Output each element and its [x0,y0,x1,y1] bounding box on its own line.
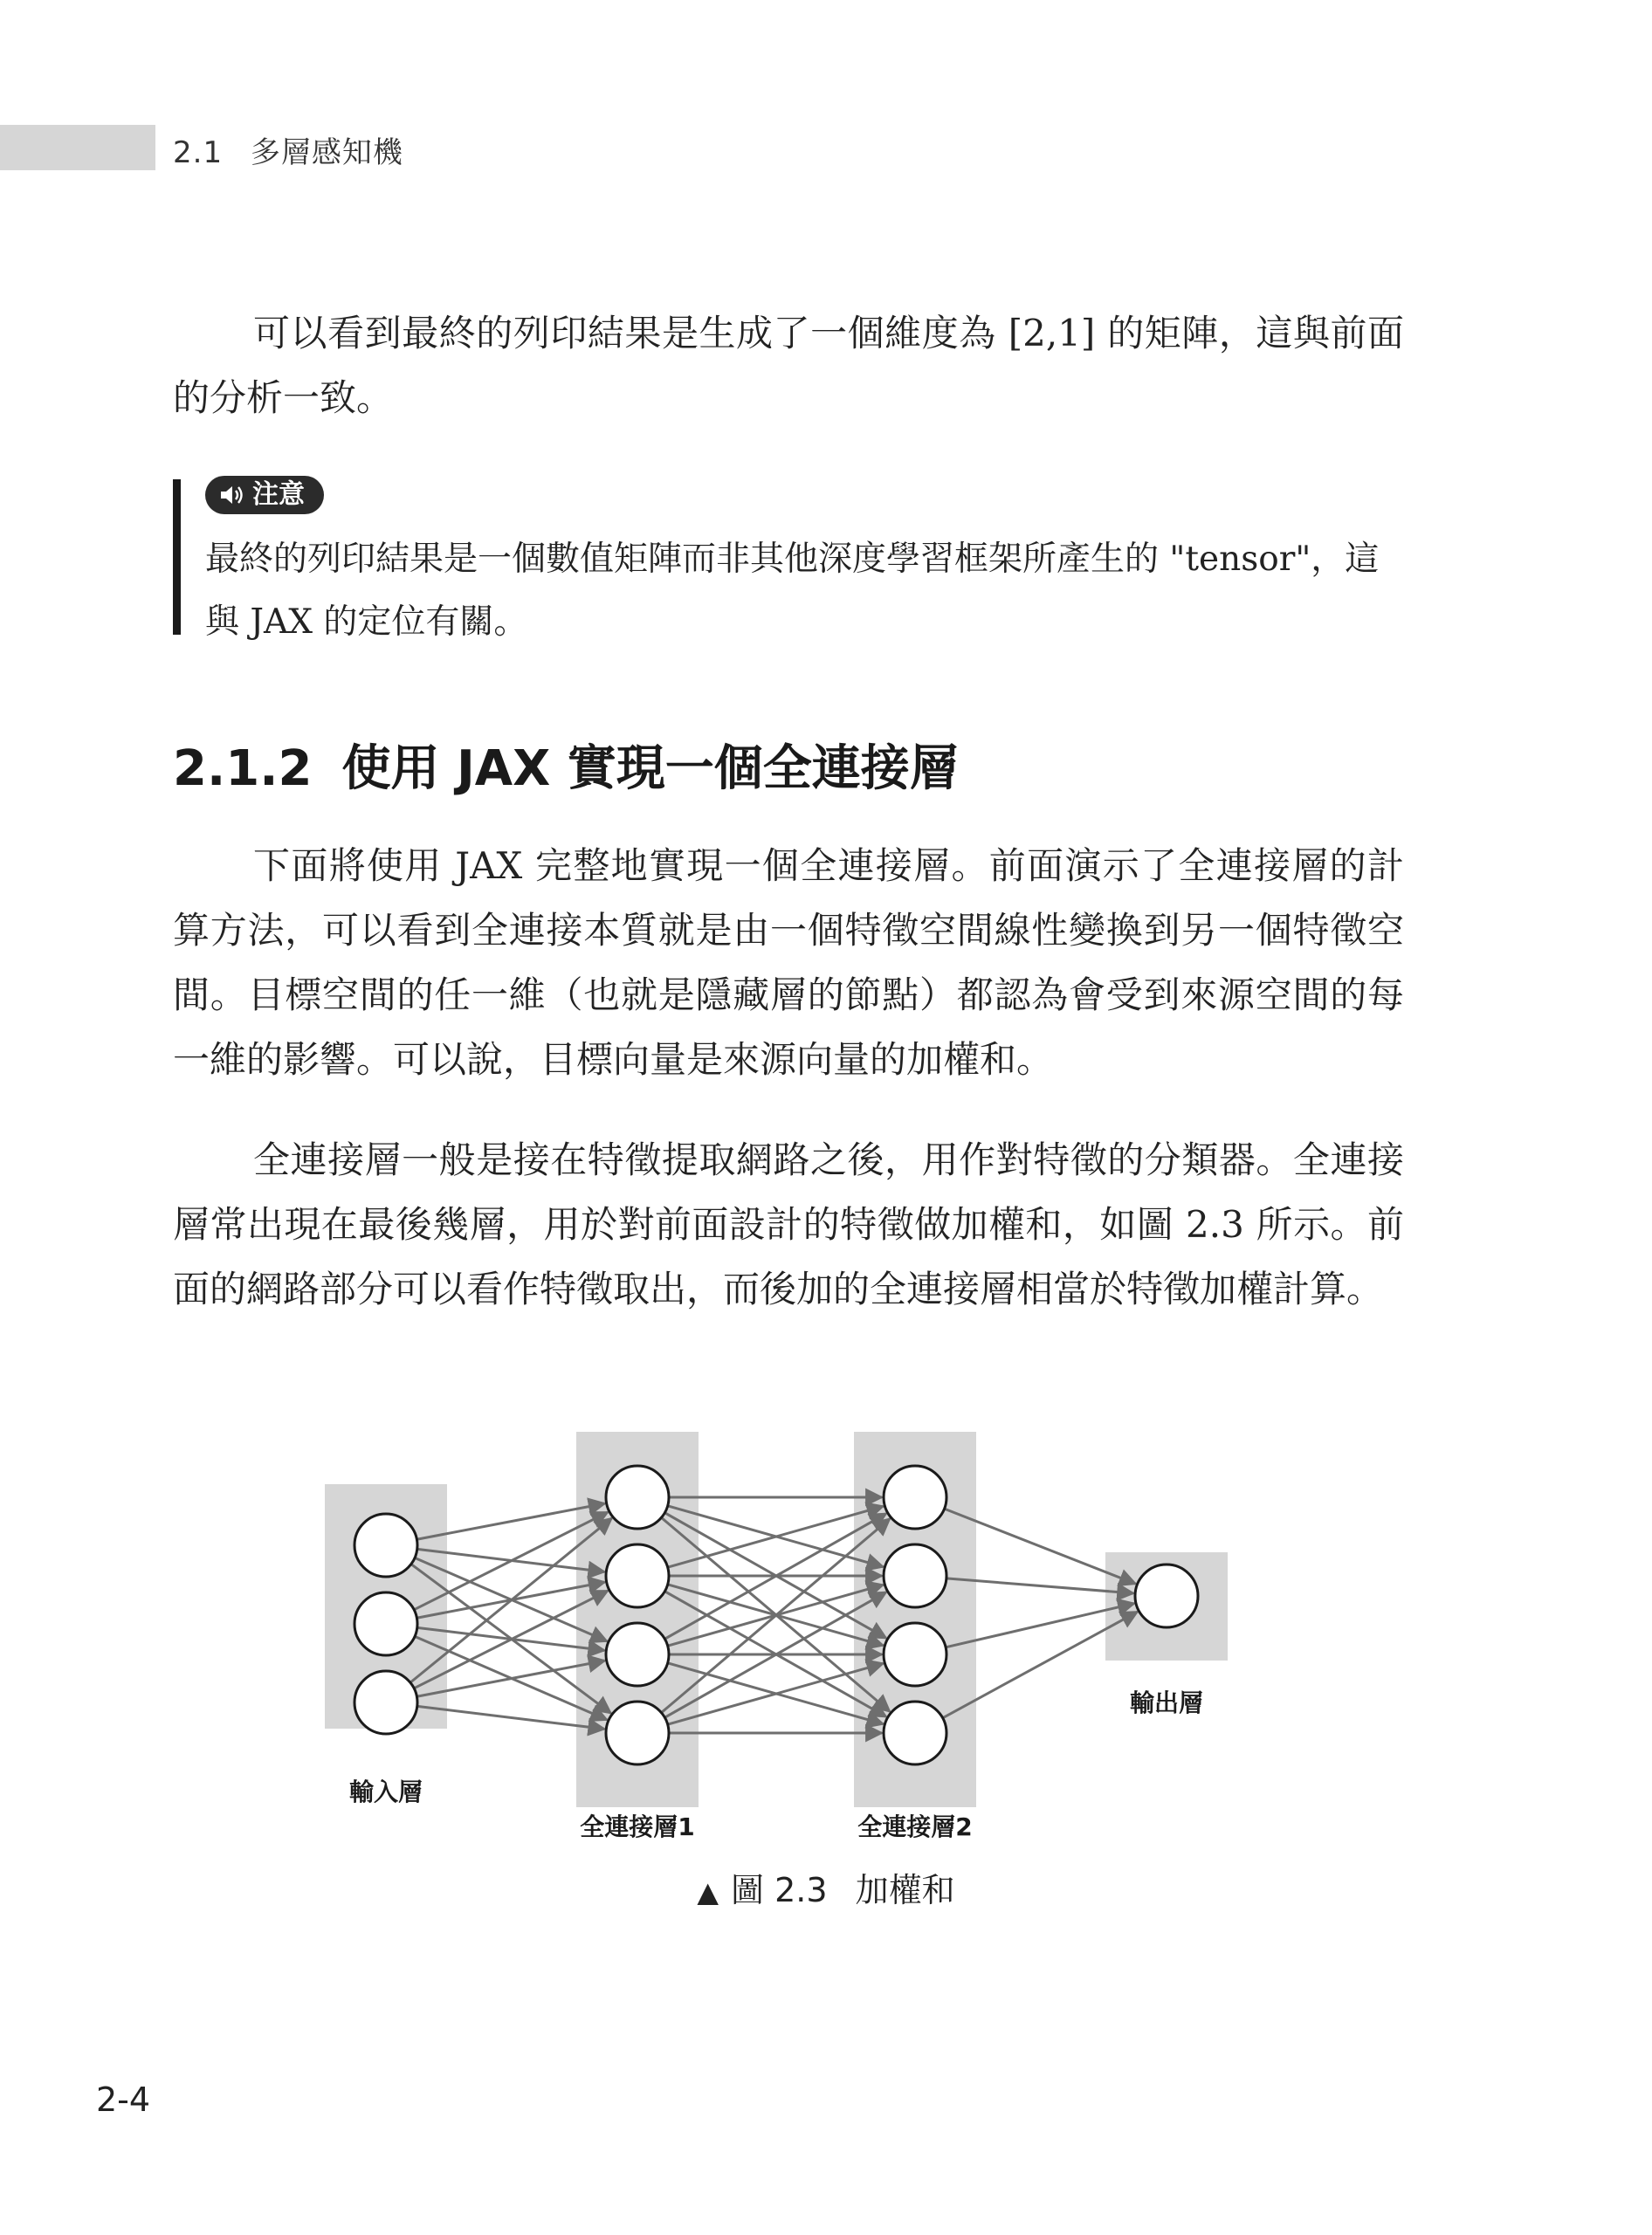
neuron-node [884,1544,946,1607]
page-number: 2-4 [96,2080,151,2119]
section-title: 使用 JAX 實現一個全連接層 [341,740,959,797]
layer-label: 全連接層2 [857,1812,973,1841]
neuron-node [884,1702,946,1764]
neuron-node [606,1544,669,1607]
section-heading [173,730,959,800]
section-number: 2.1.2 [173,740,313,797]
neuron-node [606,1702,669,1764]
neuron-node [884,1466,946,1529]
note-callout [173,476,1413,642]
caption-title: 加權和 [855,1871,955,1909]
layer-label: 輸入層 [348,1778,423,1806]
neuron-node [606,1466,669,1529]
note-text: 最終的列印結果是一個數值矩陣而非其他深度學習框架所產生的 "tensor"，這與 JAX 的定位有關。 [205,540,1380,642]
paragraph-2: 下面將使用 JAX 完整地實現一個全連接層。前面演示了全連接層的計算方法，可以看到全連接本質就是由一個特徵空間線性變換到另一個特徵空間。目標空間的任一維（也就是隱藏層的節點）都認為會受到來源空間的每一維的影響。可以說，目標向量是來源向量的加權和。 [173,844,1404,1081]
speaker-icon [219,484,245,506]
note-side-bar [173,479,181,635]
neuron-node [606,1623,669,1686]
neuron-node [354,1671,417,1734]
neuron-node [354,1592,417,1655]
header-tab-bar [0,125,155,170]
paragraph-1: 可以看到最終的列印結果是生成了一個維度為 [2,1] 的矩陣，這與前面的分析一致。 [173,312,1404,419]
header-section-title: 多層感知機 [250,135,403,170]
layer-label: 輸出層 [1129,1688,1204,1717]
figure-caption [0,1863,1652,1911]
neuron-node [884,1623,946,1686]
running-header [173,128,403,171]
neuron-node [1135,1564,1198,1627]
weighted-sum-figure [323,1432,1240,1842]
network-diagram [323,1432,1240,1842]
note-label: 注意 [252,479,305,510]
caption-label: 圖 2.3 [730,1871,828,1909]
layer-label: 全連接層1 [580,1812,695,1841]
header-section-number: 2.1 [173,135,224,170]
neuron-node [354,1514,417,1577]
paragraph-3: 全連接層一般是接在特徵提取網路之後，用作對特徵的分類器。全連接層常出現在最後幾層，用於對前面設計的特徵做加權和，如圖 2.3 所示。前面的網路部分可以看作特徵取出，而後加的全連接層相當於特徵加權計算。 [173,1138,1404,1310]
caption-triangle-icon: ▲ [697,1875,719,1908]
note-badge [205,476,324,514]
